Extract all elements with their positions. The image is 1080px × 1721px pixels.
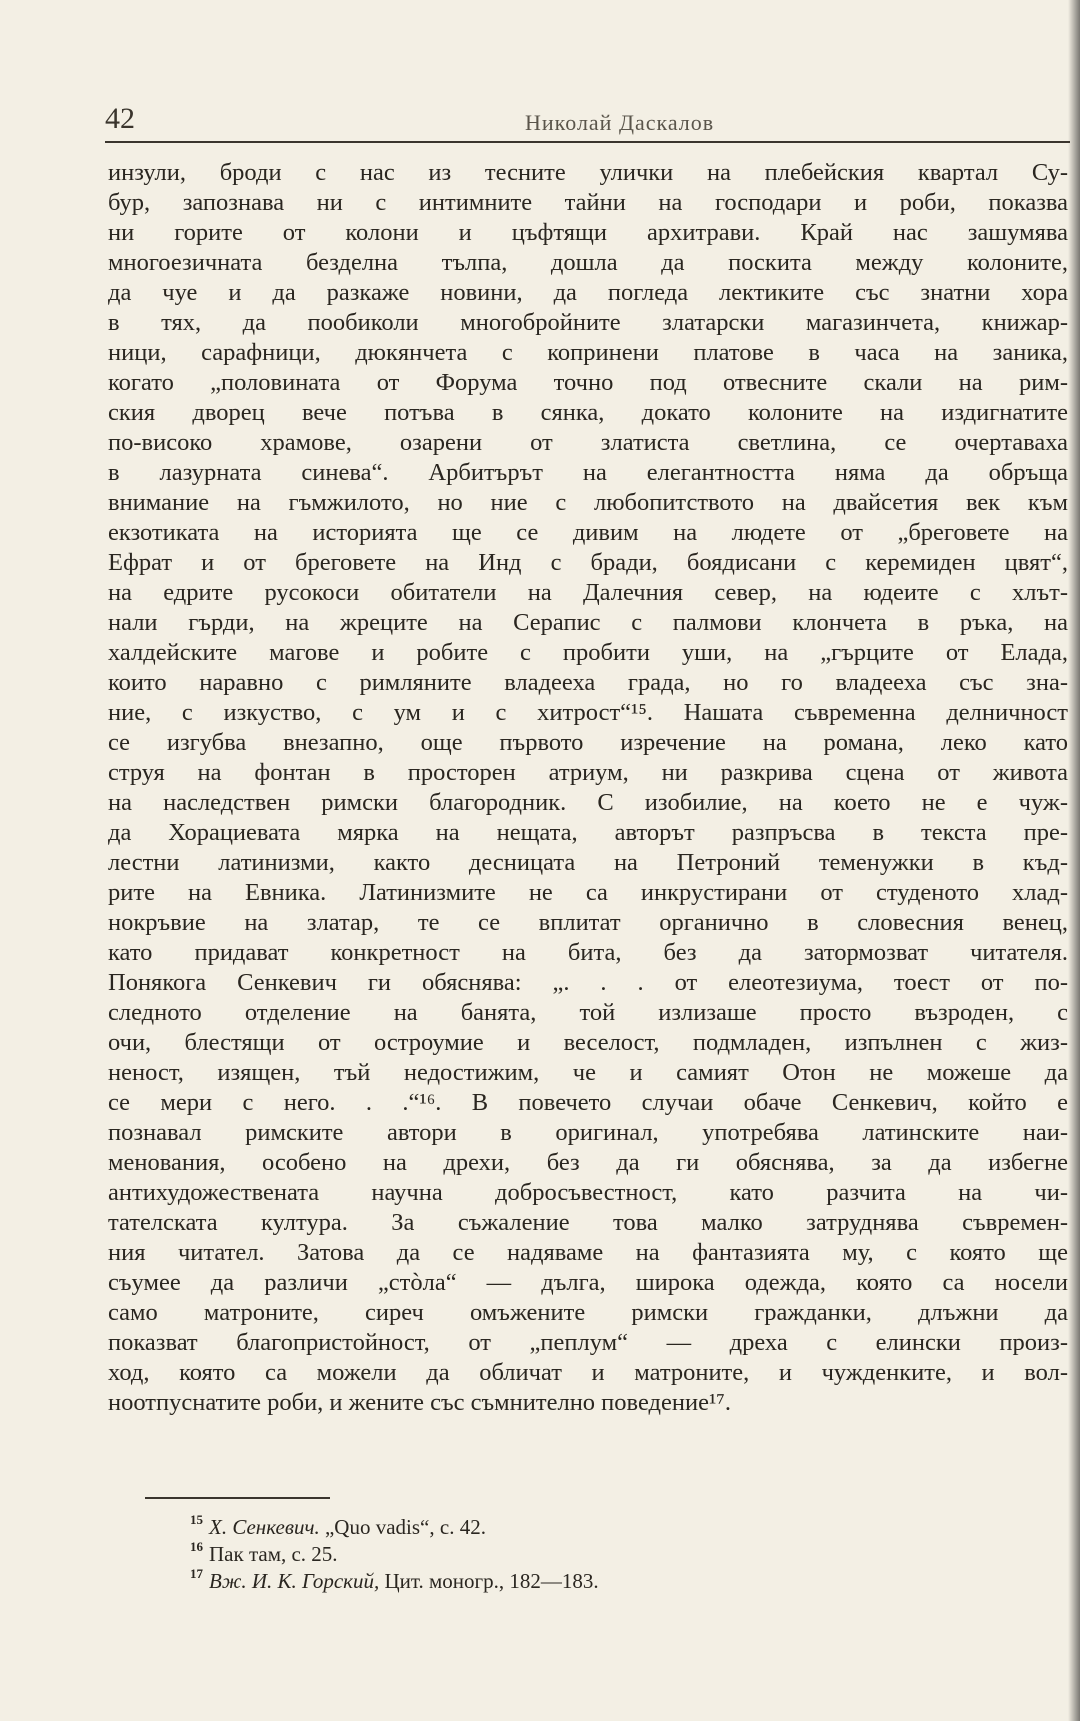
footnote-text: Пак там, с. 25. [209,1542,338,1566]
page-header [105,102,1065,142]
text-line: съумее да различи „стòла“ — дълга, широка одежда, която са носели [108,1269,1068,1296]
text-line: на наследствен римски благородник. С изобилие, на което не е чуж- [108,789,1068,816]
text-line: в тях, да пообиколи многобройните златарски магазинчета, книжар- [108,309,1068,336]
footnote-rule [145,1497,330,1499]
footnote-mark: 15 [190,1512,203,1527]
text-line: антихудожествената научна добросъвестност, като разчита на чи- [108,1179,1068,1206]
text-line: тателската култура. За съжаление това малко затруднява съвремен- [108,1209,1068,1236]
text-line: да Хорациевата мярка на нещата, авторът разпръсва в текста пре- [108,819,1068,846]
text-line: ние, с изкуство, с ум и с хитрост“¹⁵. Нашата съвременна делничност [108,699,1068,726]
footnote-mark: 17 [190,1566,203,1581]
text-line: познавал римските автори в оригинал, употребява латинските наи- [108,1119,1068,1146]
text-line: само матроните, сиреч омъжените римски гражданки, длъжни да [108,1299,1068,1326]
running-head: Николай Даскалов [525,110,715,135]
text-line: Понякога Сенкевич ги обяснява: „. . . от елеотезиума, тоест от по- [108,969,1068,996]
text-line: струя на фонтан в просторен атриум, ни разкрива сцена от живота [108,759,1068,786]
footnote-text: Цит. моногр., 182—183. [384,1569,599,1593]
footnote-17 [190,1562,1010,1593]
text-line: инзули, броди с нас из тесните улички на плебейския квартал Су- [108,159,1068,186]
text-line: които наравно с римляните владееха града, но го владееха със зна- [108,669,1068,696]
text-line: на едрите русокоси обитатели на Далечния север, на юдеите с хлът- [108,579,1068,606]
footnote-mark: 16 [190,1539,203,1554]
page-edge-shadow [1068,0,1080,1721]
text-line: нокръвие на златар, те се вплитат органично в словесния венец, [108,909,1068,936]
text-line: бур, запознава ни с интимните тайни на господари и роби, показва [108,189,1068,216]
page-number: 42 [105,102,135,135]
body-text [108,158,1068,1418]
text-line: халдейските магове и робите с пробити уши, на „гърците от Елада, [108,639,1068,666]
text-line: лестни латинизми, както десницата на Петроний теменужки в къд- [108,849,1068,876]
text-line: рите на Евника. Латинизмите не са инкрустирани от студеното хлад- [108,879,1068,906]
footnote-15 [190,1508,1010,1539]
text-line: Ефрат и от бреговете на Инд с бради, боядисани с керемиден цвят“, [108,549,1068,576]
header-rule [105,141,1070,143]
text-line: ноотпуснатите роби, и жените със съмнително поведение¹⁷. [108,1389,731,1416]
text-line: менования, особено на дрехи, без да ги обяснява, за да избегне [108,1149,1068,1176]
footnotes [190,1508,1010,1593]
footnote-author: Х. Сенкевич. [209,1515,320,1539]
text-line: ници, сарафници, дюкянчета с копринени платове в часа на заника, [108,339,1068,366]
text-line: като придават конкретност на бита, без да затормозват читателя. [108,939,1068,966]
text-line: неност, изящен, тъй недостижим, че и самият Отон не можеше да [108,1059,1068,1086]
footnote-16 [190,1535,1010,1566]
text-line: се мери с него. . .“¹⁶. В повечето случаи обаче Сенкевич, който е [108,1089,1068,1116]
text-line: внимание на гъмжилото, но ние с любопитството на двайсетия век към [108,489,1068,516]
text-line: ния читател. Затова да се надяваме на фантазията му, с която ще [108,1239,1068,1266]
text-line: нали гърди, на жреците на Серапис с палмови клончета в ръка, на [108,609,1068,636]
text-line: да чуе и да разкаже новини, да погледа лектиките със знатни хора [108,279,1068,306]
text-line: следното отделение на банята, той излизаше просто възроден, с [108,999,1068,1026]
text-line: ни горите от колони и цъфтящи архитрави. Край нас зашумява [108,219,1068,246]
text-line: показват благопристойност, от „пеплум“ — дреха с елински произ- [108,1329,1068,1356]
footnote-text: „Quo vadis“, с. 42. [324,1515,486,1539]
text-line: по-високо храмове, озарени от златиста светлина, се очертаваха [108,429,1068,456]
text-line: ския дворец вече потъва в сянка, докато колоните на издигнатите [108,399,1068,426]
text-line: когато „половината от Форума точно под отвесните скали на рим- [108,369,1068,396]
footnote-author: Вж. И. К. Горский, [209,1569,380,1593]
text-line: се изгубва внезапно, още първото изречение на романа, леко като [108,729,1068,756]
text-line: многоезичната безделна тълпа, дошла да поскита между колоните, [108,249,1068,276]
text-line: ход, която са можели да обличат и матроните, и чужденките, и вол- [108,1359,1068,1386]
text-line: екзотиката на историята ще се дивим на людете от „бреговете на [108,519,1068,546]
text-line: в лазурната синева“. Арбитърът на елегантността няма да обръща [108,459,1068,486]
text-line: очи, блестящи от остроумие и веселост, подмладен, изпълнен с жиз- [108,1029,1068,1056]
